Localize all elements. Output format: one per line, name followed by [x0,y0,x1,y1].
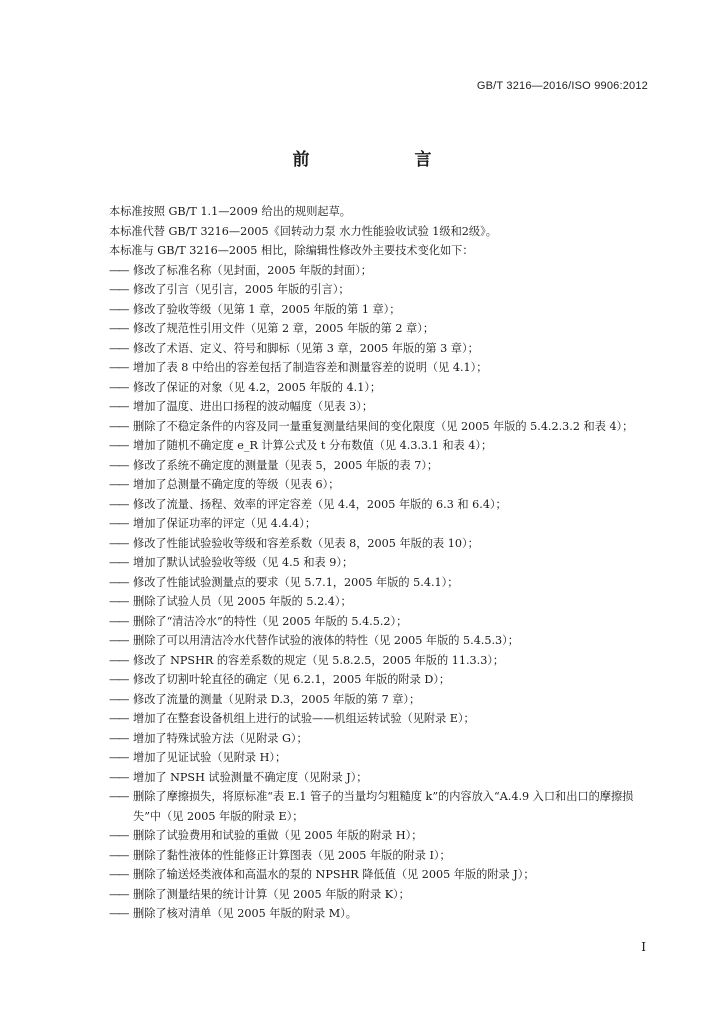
list-item [109,553,654,573]
list-dash: —— [109,907,128,920]
list-dash: —— [109,361,128,374]
list-item-text: 删除了摩擦损失，将原标准“表 E.1 管子的当量均匀粗糙度 k”的内容放入“A.4.9 入口和出口的摩擦损失”中（见 2005 年版的附录 E）； [133,790,634,823]
list-item-text: 删除了试验费用和试验的重做（见 2005 年版的附录 H）； [133,829,423,842]
list-item [109,417,654,437]
list-item [109,397,654,417]
list-item-text: 修改了引言（见引言，2005 年版的引言）； [133,283,350,296]
list-item [109,573,654,593]
list-item [109,631,654,651]
list-dash: —— [109,712,128,725]
list-item [109,261,654,281]
list-item [109,358,654,378]
list-item-text: 增加了温度、进出口扬程的波动幅度（见表 3）； [133,400,374,413]
list-item-text: 修改了术语、定义、符号和脚标（见第 3 章，2005 年版的第 3 章）； [133,341,479,355]
list-dash: —— [109,751,128,764]
list-dash: —— [109,556,128,569]
list-item-text: 删除了“清洁冷水”的特性（见 2005 年版的 5.4.5.2）； [133,614,408,628]
list-item-text: 修改了流量、扬程、效率的评定容差（见 4.4，2005 年版的 6.3 和 6.4）； [133,497,507,511]
list-dash: —— [109,868,128,881]
list-item-text: 修改了流量的测量（见附录 D.3，2005 年版的第 7 章）； [133,692,421,706]
list-item [109,885,654,905]
list-item [109,612,654,632]
list-item [109,319,654,339]
list-item [109,904,654,924]
list-dash: —— [109,517,128,530]
list-item-text: 增加了在整套设备机组上进行的试验——机组运转试验（见附录 E）； [133,712,475,725]
list-item-text: 删除了输送烃类液体和高温水的泵的 NPSHR 降低值（见 2005 年版的附录 J）； [133,868,535,881]
list-item-text: 修改了标准名称（见封面，2005 年版的封面）； [133,263,372,277]
list-item [109,690,654,710]
standard-code-header: GB/T 3216—2016/ISO 9906:2012 [476,80,648,92]
list-item [109,768,654,788]
list-item [109,495,654,515]
list-item [109,826,654,846]
list-item [109,787,654,826]
list-dash: —— [109,692,128,706]
list-dash: —— [109,731,128,745]
list-dash: —— [109,790,128,803]
list-item [109,339,654,359]
list-item-text: 删除了不稳定条件的内容及同一量重复测量结果间的变化限度（见 2005 年版的 5.4.2.3.2 和表 4）； [133,419,634,433]
list-item [109,280,654,300]
list-item-text: 修改了验收等级（见第 1 章，2005 年版的第 1 章）； [133,302,401,316]
list-dash: —— [109,302,128,316]
list-item-text: 修改了规范性引用文件（见第 2 章，2005 年版的第 2 章）； [133,322,435,335]
intro-paragraph: 本标准按照 GB/T 1.1—2009 给出的规则起草。 [109,205,351,218]
list-item [109,378,654,398]
list-item-text: 修改了性能试验测量点的要求（见 5.7.1，2005 年版的 5.4.1）； [133,575,459,589]
list-item [109,651,654,671]
list-item-text: 增加了随机不确定度 e_R 计算公式及 t 分布数值（见 4.3.3.1 和表 4）； [133,439,493,452]
list-item-text: 修改了性能试验验收等级和容差系数（见表 8，2005 年版的表 10）； [133,536,479,550]
list-dash: —— [109,380,128,394]
list-dash: —— [109,400,128,413]
list-item-text: 删除了试验人员（见 2005 年版的 5.2.4）； [133,595,352,608]
list-dash: —— [109,478,128,491]
change-list [109,261,654,924]
list-dash: —— [109,673,128,686]
list-dash: —— [109,536,128,550]
list-item [109,865,654,885]
list-dash: —— [109,829,128,842]
list-item-text: 修改了 NPSHR 的容差系数的规定（见 5.8.2.5，2005 年版的 11.3.3）； [133,653,505,667]
list-item-text: 增加了见证试验（见附录 H）； [133,751,287,764]
list-dash: —— [109,848,128,862]
list-dash: —— [109,458,128,472]
document-body [109,202,654,924]
list-dash: —— [109,283,128,296]
list-item-text: 增加了表 8 中给出的容差包括了制造容差和测量容差的说明（见 4.1）； [133,361,488,374]
list-dash: —— [109,634,128,647]
list-item [109,456,654,476]
list-dash: —— [109,419,128,433]
list-item-text: 删除了核对清单（见 2005 年版的附录 M）。 [133,907,357,920]
list-item [109,475,654,495]
page-title: 前 言 [292,150,476,170]
list-item [109,748,654,768]
intro-paragraph: 本标准与 GB/T 3216—2005 相比，除编辑性修改外主要技术变化如下： [109,244,474,257]
list-item-text: 增加了特殊试验方法（见附录 G）； [133,731,308,745]
list-dash: —— [109,497,128,511]
list-item-text: 修改了系统不确定度的测量量（见表 5，2005 年版的表 7）； [133,458,439,472]
list-item [109,592,654,612]
list-dash: —— [109,263,128,277]
list-item [109,846,654,866]
list-item-text: 修改了保证的对象（见 4.2，2005 年版的 4.1）； [133,380,382,394]
list-item [109,436,654,456]
list-item [109,670,654,690]
list-item-text: 删除了可以用清洁冷水代替作试验的液体的特性（见 2005 年版的 5.4.5.3）； [133,634,519,647]
list-item-text: 增加了 NPSH 试验测量不确定度（见附录 J）； [133,770,368,784]
list-dash: —— [109,575,128,589]
list-item [109,709,654,729]
list-item [109,514,654,534]
list-dash: —— [109,614,128,628]
list-item [109,729,654,749]
list-dash: —— [109,341,128,355]
page-number: I [641,940,646,954]
list-dash: —— [109,770,128,784]
intro-paragraph: 本标准代替 GB/T 3216—2005《回转动力泵 水力性能验收试验 1级和2级》。 [109,224,497,238]
list-item-text: 删除了黏性液体的性能修正计算图表（见 2005 年版的附录 I）； [133,848,451,862]
list-item-text: 修改了切割叶轮直径的确定（见 6.2.1，2005 年版的附录 D）； [133,673,451,686]
list-dash: —— [109,439,128,452]
list-item-text: 增加了保证功率的评定（见 4.4.4）； [133,517,317,530]
list-item [109,534,654,554]
list-dash: —— [109,322,128,335]
list-item-text: 增加了总测量不确定度的等级（见表 6）； [133,478,340,491]
list-item-text: 删除了测量结果的统计计算（见 2005 年版的附录 K）； [133,887,410,901]
list-item [109,300,654,320]
list-dash: —— [109,653,128,667]
list-item-text: 增加了默认试验验收等级（见 4.5 和表 9）； [133,556,354,569]
list-dash: —— [109,887,128,901]
list-dash: —— [109,595,128,608]
